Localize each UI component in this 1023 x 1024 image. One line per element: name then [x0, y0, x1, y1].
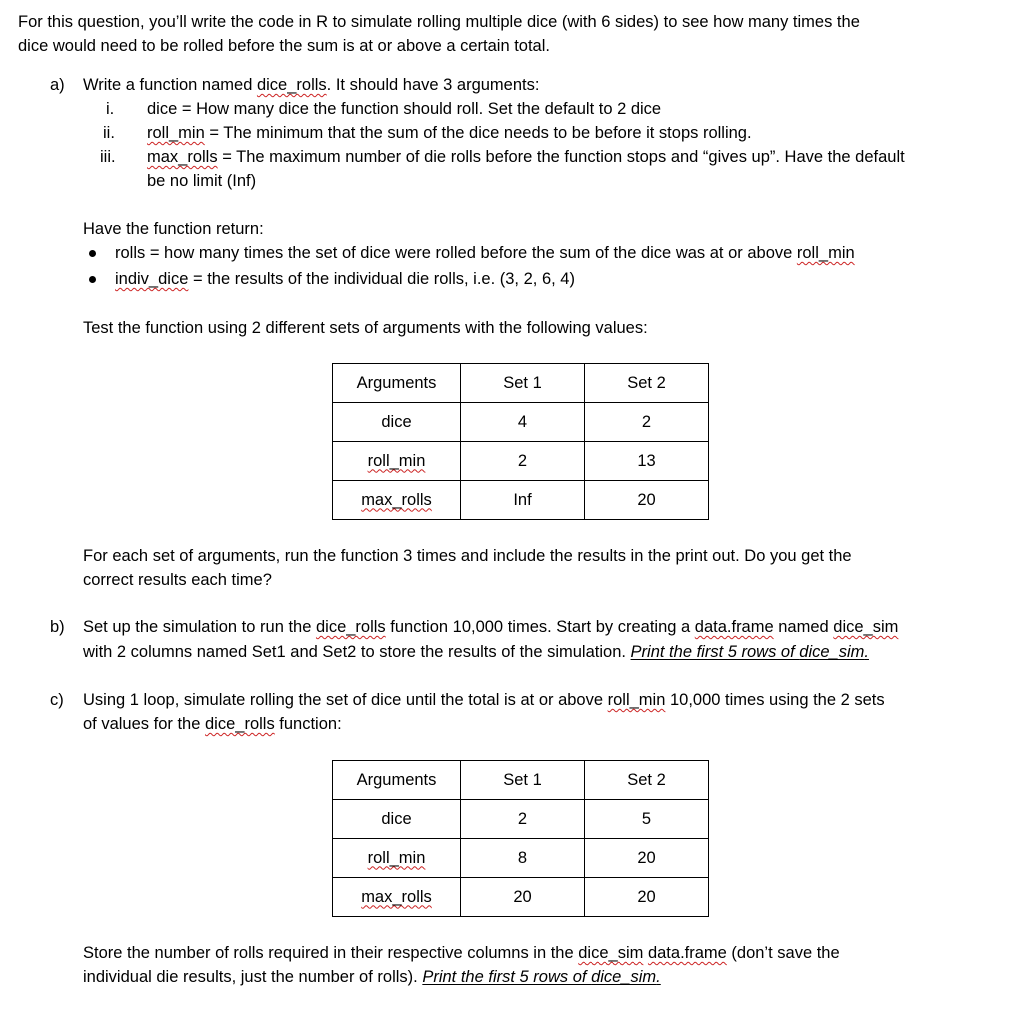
table-cell: 2	[461, 800, 585, 839]
bullet-icon	[89, 276, 96, 283]
table-cell-arg: max_rolls	[333, 878, 461, 917]
arguments-table-2	[332, 760, 709, 917]
table-header-row	[333, 364, 709, 403]
table-cell: 8	[461, 839, 585, 878]
table-cell: 20	[585, 878, 709, 917]
intro-line-1: For this question, you’ll write the code in R to simulate rolling multiple dice (with 6 sides) to see how many times the	[18, 13, 860, 31]
return-heading: Have the function return:	[83, 220, 264, 238]
table-cell: 20	[585, 839, 709, 878]
part-c-line-1: Using 1 loop, simulate rolling the set of dice until the total is at or above roll_min 10,000 times using the 2 sets	[83, 691, 885, 709]
part-c-marker: c)	[50, 691, 64, 709]
part-a-lead: Write a function named dice_rolls. It should have 3 arguments:	[83, 76, 540, 94]
return-item-1: rolls = how many times the set of dice were rolled before the sum of the dice was at or above roll_min	[115, 244, 855, 262]
table-cell: 2	[585, 403, 709, 442]
table-cell: 5	[585, 800, 709, 839]
table-header: Arguments	[333, 761, 461, 800]
part-b-marker: b)	[50, 618, 65, 636]
part-c-line-2: of values for the dice_rolls function:	[83, 715, 342, 733]
table-row	[333, 481, 709, 520]
arg-num-1: i.	[106, 100, 115, 118]
table-header: Set 1	[461, 364, 585, 403]
table-row	[333, 878, 709, 917]
bullet-icon	[89, 250, 96, 257]
table-cell: Inf	[461, 481, 585, 520]
table-cell-arg: roll_min	[333, 839, 461, 878]
table-cell: 4	[461, 403, 585, 442]
table-cell-arg: dice	[333, 800, 461, 839]
after-table-line-2: correct results each time?	[83, 571, 272, 589]
part-a-marker: a)	[50, 76, 65, 94]
table-cell-arg: dice	[333, 403, 461, 442]
arg-num-2: ii.	[103, 124, 115, 142]
table-cell: 20	[461, 878, 585, 917]
table-row	[333, 839, 709, 878]
table-header: Set 1	[461, 761, 585, 800]
return-item-2: indiv_dice = the results of the individual die rolls, i.e. (3, 2, 6, 4)	[115, 270, 575, 288]
table-cell-arg: max_rolls	[333, 481, 461, 520]
table-row	[333, 800, 709, 839]
table-cell: 13	[585, 442, 709, 481]
arg-line-3: max_rolls = The maximum number of die rolls before the function stops and “gives up”. Have the default	[147, 148, 905, 166]
table-header-row	[333, 761, 709, 800]
table-cell: 20	[585, 481, 709, 520]
arg-line-3-cont: be no limit (Inf)	[147, 172, 257, 190]
arg-line-2: roll_min = The minimum that the sum of the dice needs to be before it stops rolling.	[147, 124, 752, 142]
part-b-line-1: Set up the simulation to run the dice_rolls function 10,000 times. Start by creating a data.frame named dice_sim	[83, 618, 899, 636]
intro-line-2: dice would need to be rolled before the sum is at or above a certain total.	[18, 37, 550, 55]
table-header: Set 2	[585, 364, 709, 403]
store-line-2: individual die results, just the number of rolls). Print the first 5 rows of dice_sim.	[83, 968, 661, 986]
table-cell-arg: roll_min	[333, 442, 461, 481]
arguments-table-1	[332, 363, 709, 520]
part-b-line-2: with 2 columns named Set1 and Set2 to store the results of the simulation. Print the first 5 rows of dice_sim.	[83, 643, 869, 661]
after-table-line-1: For each set of arguments, run the function 3 times and include the results in the print out. Do you get the	[83, 547, 852, 565]
table-header: Set 2	[585, 761, 709, 800]
table-row	[333, 442, 709, 481]
table-cell: 2	[461, 442, 585, 481]
arg-num-3: iii.	[100, 148, 116, 166]
arg-line-1: dice = How many dice the function should roll. Set the default to 2 dice	[147, 100, 662, 118]
store-line-1: Store the number of rolls required in their respective columns in the dice_sim data.frame (don’t save the	[83, 944, 840, 962]
test-text: Test the function using 2 different sets of arguments with the following values:	[83, 319, 648, 337]
table-header: Arguments	[333, 364, 461, 403]
table-row	[333, 403, 709, 442]
func-name: dice_rolls	[256, 76, 327, 94]
